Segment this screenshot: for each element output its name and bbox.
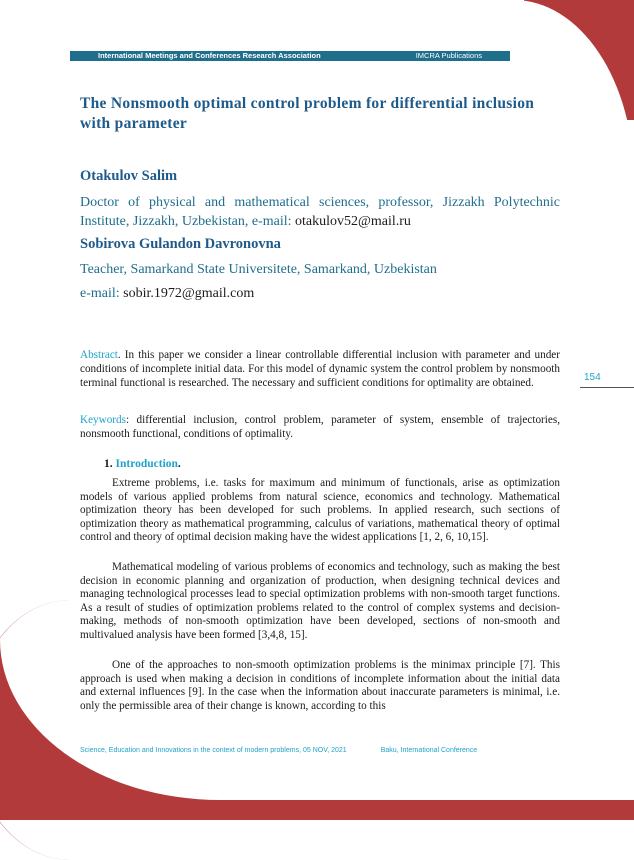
paragraph-3: One of the approaches to non-smooth optimization problems is the minimax principle [7]. This approach is used when making a decision in conditions of incomplete information about the initial data and external influences [9]. In the case when the information about inaccurate parameters is minimal, i.e. only the permissible area of their change is known, according to this — [80, 659, 560, 712]
author-1-affiliation-text: Doctor of physical and mathematical sciences, professor, Jizzakh Polytechnic Institute, Jizzakh, Uzbekistan, e-mail: — [80, 195, 560, 229]
paper-title: The Nonsmooth optimal control problem for differential inclusion with parameter — [80, 95, 535, 132]
abstract-label: Abstract — [80, 349, 118, 361]
header-association: International Meetings and Conferences Research Association — [98, 51, 321, 60]
author-2-name: Sobirova Gulandon Davronovna — [80, 236, 281, 252]
author-1-affiliation — [80, 193, 560, 231]
author-2-email-line — [80, 284, 560, 303]
author-2-affiliation: Teacher, Samarkand State Universitete, Samarkand, Uzbekistan — [80, 262, 437, 277]
page-number: 154 — [580, 372, 634, 388]
section-number: 1. — [104, 458, 113, 470]
keywords-label: Keywords — [80, 414, 126, 426]
section-trailing: . — [177, 458, 181, 470]
paragraph-1: Extreme problems, i.e. tasks for maximum and minimum of functionals, arise as optimization models of various applied problems from natural science, economics and technology. Mathematical optimization theory has been developed for such problems. In applied research, such sections of optimization theory as mathematical programming, calculus of variations, mathematical theory of optimal control and theory of optimal decision making have the widest applications [1, 2, 6, 10,15]. — [80, 477, 560, 544]
author-2-email-label: e-mail: — [80, 286, 120, 301]
paragraph-2: Mathematical modeling of various problems of economics and technology, such as making the best decision in economic planning and organization of production, when designing technical devices and managing technological processes lead to special optimization problems with non-smooth target functions. As a result of studies of optimization problems related to the control of complex systems and decision-making, methods of non-smooth optimization have been developed, sections of non-smooth and multivalued analysis have been formed [3,4,8, 15]. — [80, 561, 560, 641]
footer-location: Baku, International Conference — [380, 747, 478, 754]
author-2-email: sobir.1972@gmail.com — [123, 286, 255, 301]
abstract-text: . In this paper we consider a linear controllable differential inclusion with parameter and under conditions of incomplete initial data. For this model of dynamic system the control problem by nonsmooth terminal functional is researched. The necessary and sufficient conditions for optimality are obtained. — [80, 349, 560, 390]
keywords-text: : differential inclusion, control problem, parameter of system, ensemble of trajectories, nonsmooth functional, conditions of optimality. — [80, 414, 560, 441]
keywords — [80, 413, 560, 441]
footer-conference: Science, Education and Innovations in the context of modern problems, 05 NOV, 2021 — [80, 747, 347, 754]
author-1-email: otakulov52@mail.ru — [295, 214, 411, 229]
footer — [80, 747, 560, 754]
author-1-name: Otakulov Salim — [80, 168, 178, 184]
section-title: Introduction — [115, 458, 178, 470]
header-bar — [70, 51, 510, 61]
header-publisher: IMCRA Publications — [415, 51, 482, 60]
abstract — [80, 348, 560, 391]
section-heading — [104, 458, 181, 470]
